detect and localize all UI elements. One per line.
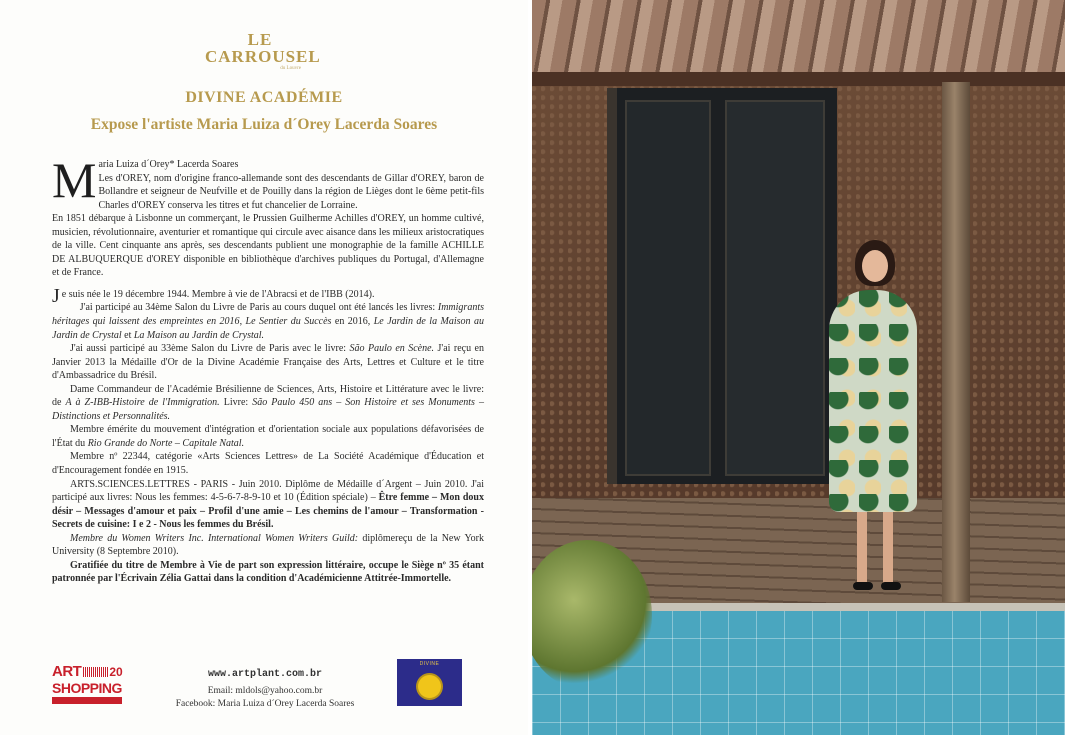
- bio-name: aria Luiza d´Orey* Lacerda Soares: [98, 159, 239, 170]
- page-title: DIVINE ACADÉMIE: [185, 89, 343, 106]
- cv-paragraph-7: ARTS.SCIENCES.LETTRES - PARIS - Juin 2010. Diplôme de Médaille d´Argent – Juin 2010. J'ai participé aux livres: Nous les femmes: 4-5-6-7-8-9-10 et 10 (Édition spéciale) – Être femme – Mon doux désir – Messages d'amour et paix – Profil d'une amie – Les chemins de l'amour – Transformation - Secrets de cuisine: I e 2 - Nous les femmes du Brésil.: [52, 478, 484, 531]
- facebook-text: Facebook: Maria Luiza d´Orey Lacerda Soares: [175, 699, 355, 709]
- carrousel-logo: [205, 30, 321, 71]
- article-page: [0, 0, 528, 735]
- cv-paragraph-4: Dame Commandeur de l'Académie Brésilienne de Sciences, Arts, Histoire et Littérature avec le livre: de A à Z-IBB-Histoire de l'Immigration. Livre: São Paulo 450 ans – Son Histoire et ses Monuments – Distinctions et Personnalités.: [52, 383, 484, 422]
- cv-paragraph-5: Membre émérite du mouvement d'intégration et d'orientation sociale aux populations défavorisées de l'État du Rio Grande do Norte – Capitale Natal.: [52, 424, 484, 449]
- article-body: [52, 152, 485, 586]
- wooden-post: [942, 82, 970, 602]
- website-link[interactable]: www.artplant.com.br: [207, 669, 323, 680]
- bio-paragraph-2: En 1851 débarque à Lisbonne un commerçant, le Prussien Guilherme Achilles d'OREY, un homme cultivé, musicien, révolutionnaire, aventurier et romantique qui circule avec aisance dans les milieux aristocratiques de la ville. Cent cinquante ans après, ses descendants publient une monographie de la famille ACHILLE DE ALBUQUERQUE d'OREY disponible en bibliothèque d'archives publiques du Portugal, d'Allemagne et de France.: [52, 213, 484, 279]
- artist-figure: [817, 240, 927, 600]
- artist-photo: [532, 0, 1065, 735]
- sun-icon: [418, 675, 441, 698]
- dark-doorway: [607, 88, 837, 484]
- cv-paragraph-9: Gratifiée du titre de Membre à Vie de part son expression littéraire, occupe le Siège nº 35 étant patronnée par l'Écrivain Zélia Gattai dans la condition d'Académicienne Attitrée-Immortelle.: [52, 559, 484, 585]
- drop-cap-m: M: [52, 152, 97, 208]
- drop-cap-j: J: [52, 284, 60, 307]
- roof-tiles: [532, 0, 1065, 82]
- page-subtitle: Expose l'artiste Maria Luiza d´Orey Lacerda Soares: [90, 116, 438, 133]
- contact-block: [140, 668, 390, 711]
- cv-paragraph-1: Je suis née le 19 décembre 1944. Membre à vie de l'Abracsi et de l'IBB (2014).: [52, 284, 375, 307]
- email-text: Email: mldols@yahoo.com.br: [207, 686, 323, 696]
- cv-paragraph-3: J'ai aussi participé au 33ème Salon du Livre de Paris avec le livre: São Paulo en Scène. J'ai reçu en Janvier 2013 la Médaille d'Or de la Divine Académie Française des Arts, Lettres et Culture et le titre d'Ambassadrice du Brésil.: [52, 343, 484, 382]
- logo-line1: LE: [247, 30, 273, 49]
- divine-academie-logo: DIVINE: [397, 659, 462, 706]
- bio-paragraph-1: Les d'OREY, nom d'origine franco-allemande sont des descendants de Gillar d'OREY, baron de Bollandre et seigneur de Neufville et de Pouilly dans la région de Lièges dont le 6ème petit-fils Charles d'OREY conserva les titres et fut chancelier de Lorraine.: [98, 172, 484, 211]
- logo-line2: CARROUSEL: [205, 47, 321, 66]
- cv-paragraph-6: Membre nº 22344, catégorie «Arts Sciences Lettres» de La Société Académique d'Éducation et d'Encouragement fondée en 1915.: [52, 451, 484, 477]
- cv-paragraph-8: Membre du Women Writers Inc. International Women Writers Guild: diplômereçu de la New York University (8 Septembre 2010).: [52, 532, 485, 558]
- art-shopping-logo: ART 20 SHOPPING: [52, 663, 124, 707]
- logo-line3: du Louvre: [280, 66, 301, 71]
- cv-paragraph-2: J'ai participé au 34ème Salon du Livre de Paris au cours duquel ont été lancés les livres: Immigrants héritages qui laissent des empreintes en 2016, Le Sentier du Succès en 2016, Le Jardin de la Maison au Jardin de Crystal et La Maison au Jardin de Crystal.: [52, 302, 484, 341]
